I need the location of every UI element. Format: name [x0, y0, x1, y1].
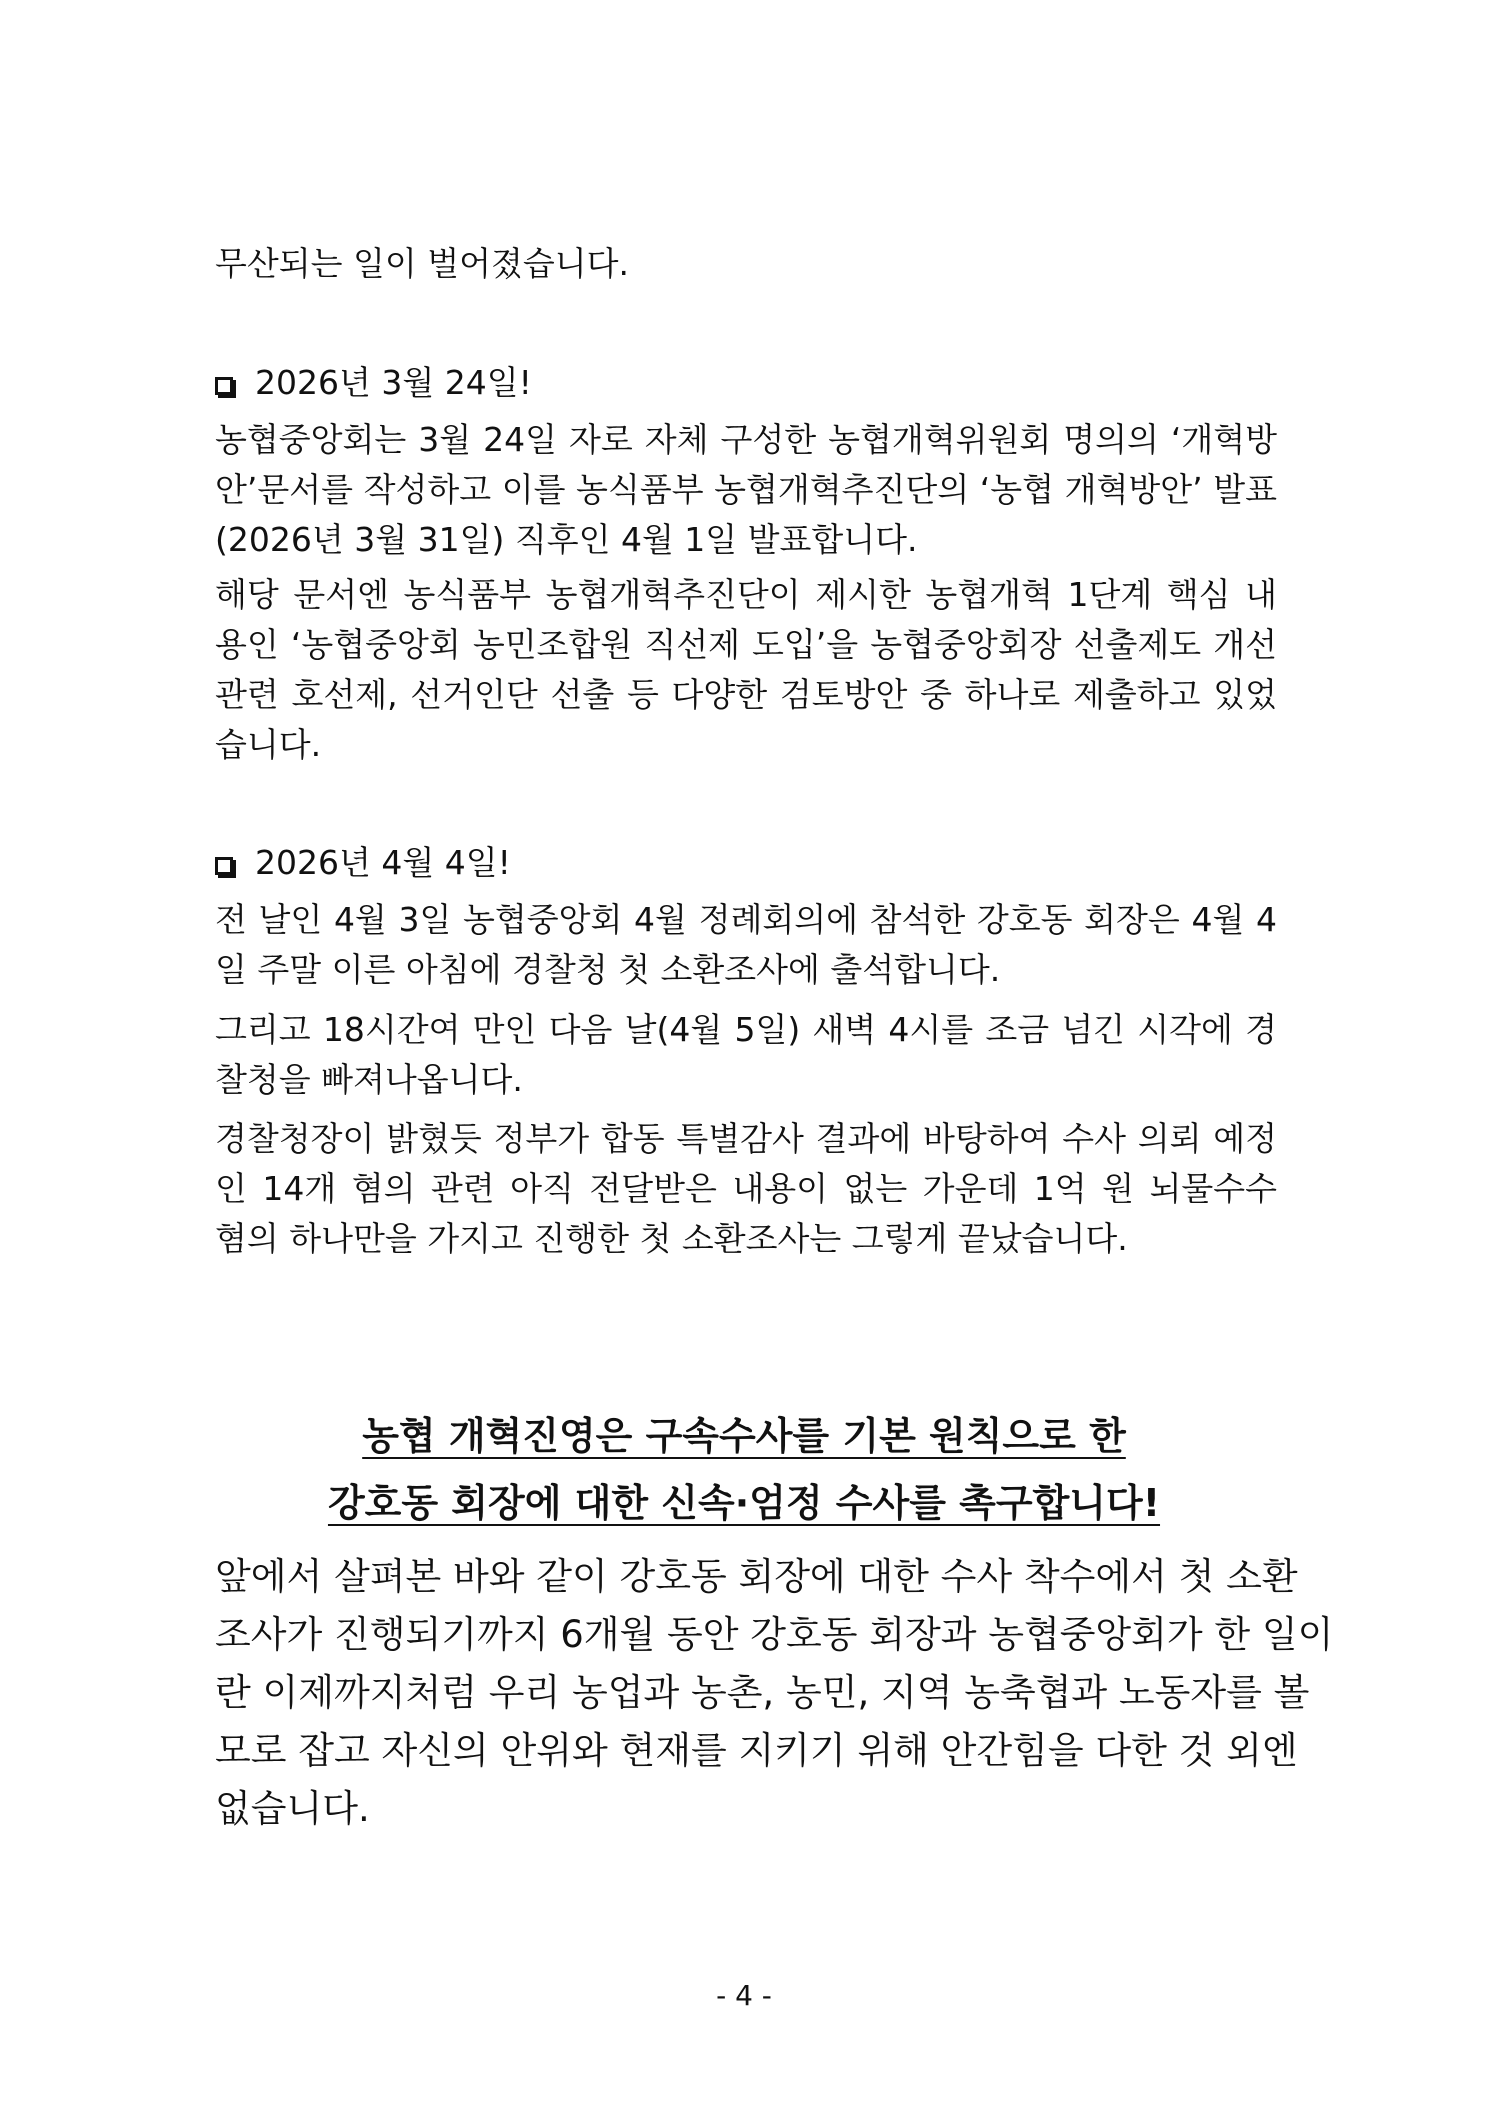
- text-line: 그리고 18시간여 만인 다음 날(4월 5일) 새벽 4시를 조금 넘긴 시각에 경: [215, 1010, 1277, 1049]
- text-line: 모로 잡고 자신의 안위와 현재를 지키기 위해 안간힘을 다한 것 외엔: [215, 1729, 1298, 1772]
- section2-paragraph-1: [215, 895, 1277, 995]
- title-text: 농협 개혁진영은 구속수사를 기본 원칙으로 한: [362, 1414, 1126, 1458]
- text-line: 혐의 하나만을 가지고 진행한 첫 소환조사는 그렇게 끝났습니다.: [215, 1219, 1128, 1258]
- section2-paragraph-2: [215, 1005, 1277, 1105]
- text-line: 찰청을 빠져나옵니다.: [215, 1060, 523, 1099]
- text-line: 무산되는 일이 벌어졌습니다.: [215, 244, 630, 283]
- text-line: (2026년 3월 31일) 직후인 4월 1일 발표합니다.: [215, 520, 918, 559]
- text-line: 용인 ‘농협중앙회 농민조합원 직선제 도입’을 농협중앙회장 선출제도 개선: [215, 625, 1277, 664]
- statement-title-line-2: [0, 1475, 1488, 1531]
- text-line: 습니다.: [215, 725, 322, 764]
- section1-paragraph-1: [215, 415, 1277, 565]
- section-heading-text: 2026년 4월 4일!: [255, 843, 511, 882]
- text-line: 농협중앙회는 3월 24일 자로 자체 구성한 농협개혁위원회 명의의 ‘개혁방: [215, 420, 1277, 459]
- text-line: 없습니다.: [215, 1787, 370, 1830]
- section2-paragraph-3: [215, 1114, 1277, 1264]
- section1-paragraph-2: [215, 570, 1277, 770]
- text-line: 안’문서를 작성하고 이를 농식품부 농협개혁추진단의 ‘농협 개혁방안’ 발표: [215, 470, 1277, 509]
- intro-paragraph: [215, 239, 1277, 289]
- text-line: 관련 호선제, 선거인단 선출 등 다양한 검토방안 중 하나로 제출하고 있었: [215, 675, 1277, 714]
- text-line: 인 14개 혐의 관련 아직 전달받은 내용이 없는 가운데 1억 원 뇌물수수: [215, 1169, 1277, 1208]
- page-number: - 4 -: [716, 1979, 772, 2012]
- checkbox-bullet-icon: [215, 377, 233, 395]
- section-heading-text: 2026년 3월 24일!: [255, 363, 532, 402]
- text-line: 앞에서 살펴본 바와 같이 강호동 회장에 대한 수사 착수에서 첫 소환: [215, 1555, 1298, 1598]
- text-line: 조사가 진행되기까지 6개월 동안 강호동 회장과 농협중앙회가 한 일이: [215, 1613, 1334, 1656]
- statement-title-line-1: [0, 1408, 1488, 1464]
- text-line: 란 이제까지처럼 우리 농업과 농촌, 농민, 지역 농축협과 노동자를 볼: [215, 1671, 1310, 1714]
- text-line: 해당 문서엔 농식품부 농협개혁추진단이 제시한 농협개혁 1단계 핵심 내: [215, 575, 1277, 614]
- text-line: 경찰청장이 밝혔듯 정부가 합동 특별감사 결과에 바탕하여 수사 의뢰 예정: [215, 1119, 1277, 1158]
- checkbox-bullet-icon: [215, 857, 233, 875]
- text-line: 일 주말 이른 아침에 경찰청 첫 소환조사에 출석합니다.: [215, 950, 1001, 989]
- section-heading-march-24: [215, 358, 532, 408]
- closing-paragraph: [215, 1548, 1334, 1838]
- section-heading-april-4: [215, 838, 511, 888]
- title-text: 강호동 회장에 대한 신속·엄정 수사를 촉구합니다!: [327, 1481, 1161, 1525]
- text-line: 전 날인 4월 3일 농협중앙회 4월 정례회의에 참석한 강호동 회장은 4월 4: [215, 900, 1277, 939]
